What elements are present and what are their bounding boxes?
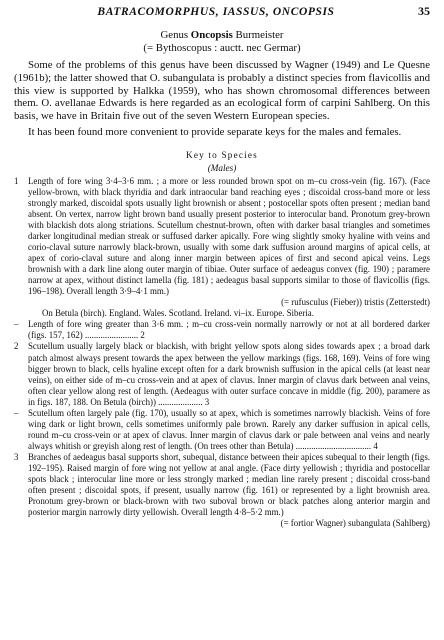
couplet-1	[14, 176, 430, 320]
genus-author: Burmeister	[235, 29, 284, 41]
couplet-number: 1	[14, 175, 19, 186]
couplet-result: (= rufusculus (Fieber)) tristis (Zetterstedt)	[281, 297, 430, 308]
running-title: BATRACOMORPHUS, IASSUS, ONCOPSIS	[97, 6, 335, 18]
couplet-lead: 2	[140, 330, 145, 341]
couplet-2-alt: – Scutellum often largely pale (fig. 170), usually so at apex, which is sometimes narrowly blackish. Veins of fore wing dark or light brown, cells sometimes uniformly pale brown. Rarely any darker suffusion in apical cells, round m–cu cross-vein or at apex of clavus. Inner margin of clavus dark or pale between anal veins and nearly always whitish or greyish along rest of length. (On trees other than Betula) .................................. 4	[14, 407, 430, 451]
couplet-1-alt: – Length of fore wing greater than 3·6 mm. ; m–cu cross-vein normally narrowly or not at all bordered darker (figs. 157, 162) ........................ 2	[14, 319, 430, 341]
genus-prefix: Genus	[160, 29, 189, 41]
key-couplets	[14, 176, 430, 530]
genus-heading	[14, 29, 430, 42]
key-subheading: (Males)	[207, 162, 237, 173]
couplet-lead: 3	[204, 396, 210, 407]
couplet-text: Branches of aedeagus basal supports short, subequal, distance between their apices subequal to their length (figs. 192–195). Raised margin of fore wing not yellow at anal angle. (Face dirty yellowish ; thyridia and postocellar spots black ; interocular line more or less strongly marked ; median line rarely present ; discoidal cross-band often present ; discoidal spots, if present, usually narrow (fig. 161) or represented by a light brownish area. Pronotum grey-brown or black-brown with two suboval brown or black patches along anterior margin and posterior margin narrowly dirty yellowish. Overall length 4·8–5·2 mm.)	[28, 451, 430, 518]
couplet-result: (= fortior Wagner) subangulata (Sahlberg)	[280, 518, 430, 529]
couplet-text: Length of fore wing 3·4–3·6 mm. ; a more or less rounded brown spot on m–cu cross-vein (fig. 167). (Face yellow-brown, with black thyridia and dark intraocular band reaching eyes ; discoidal cross-band more or less strongly marked, discoidal spots usually light brownish or absent ; postocellar spots often present ; median band absent. On vertex, narrow light brown band usually present posterior to interocular band. Pronotum grey-brown with blackish dots along striations. Scutellum chestnut-brown, often with darker basal triangles and sometimes darker longitudinal median streak or suffused darker apically. Fore wing slightly smoky hyaline with veins and corio-claval suture narrowly black-brown, usually with some dark suffusion around margins of apical cells, at apex of corio-claval suture and along inner margin between apices of first and second apical veins. Legs brownish with a dark line along outer margin of tibiae. Outer surface of aedeagus convex (fig. 190) ; paramere narrow at apex, without distinct lamella (fig. 181) ; aedeagus basal supports similar to those of flavicollis (figs. 196–198). Overall length 3·9–4·1 mm.)	[28, 175, 430, 297]
couplet-number: 2	[14, 341, 19, 352]
couplet-locality: On Betula (birch). England. Wales. Scotland. Ireland. vi–ix. Europe. Siberia.	[42, 308, 314, 319]
genus-synonym: (= Bythoscopus : auctt. nec Germar)	[143, 42, 301, 54]
couplet-text: Length of fore wing greater than 3·6 mm. ; m–cu cross-vein normally narrowly or not at all bordered darker (figs. 157, 162)	[28, 319, 430, 341]
couplet-number: –	[14, 407, 19, 418]
keys-paragraph: It has been found more convenient to provide separate keys for the males and females.	[28, 125, 402, 138]
couplet-number: 3	[14, 451, 19, 462]
key-heading: Key to Species	[186, 149, 258, 160]
page-number: 35	[418, 4, 430, 18]
couplet-3	[14, 452, 430, 529]
couplet-2: 2 Scutellum usually largely black or blackish, with bright yellow spots along sides towards apex ; a broad dark patch almost always present towards the apex between the yellow markings (figs. 168, 169). Veins of fore wing bigger brown to black, cells hyaline except often for a dark brownish suffusion in the apical cells (at least near veins), on either side of m–cu cross-vein and at apex of clavus. Inner margin of clavus dark between anal veins, often clear yellow along rest of length. (Aedeagus with outer surface concave in middle (fig. 200), paramere as in figs. 187, 188. On Betula (birch)) .................... 3	[14, 341, 430, 407]
intro-paragraph: Some of the problems of this genus have been discussed by Wagner (1949) and Le Quesne (1961b); the latter showed that O. subangulata is probably a distinct species from flavicollis and this view is supported by Halkka (1959), who has shown chromosomal differences between them. O. avellanae Edwards is here regarded as an ecological form of carpini Sahlberg. On this basis, we have in Britain five out of the seven Western European species.	[14, 59, 430, 123]
running-header	[14, 0, 430, 24]
couplet-text: Scutellum usually largely black or blackish, with bright yellow spots along sides towards apex ; a broad dark patch almost always present towards the apex between the yellow markings (figs. 168, 169). Veins of fore wing bigger brown to black, cells hyaline except often for a dark brownish suffusion in the apical cells (at least near veins), on either side of m–cu cross-vein and at apex of clavus. Inner margin of clavus dark between anal veins, often clear yellow along rest of length. (Aedeagus with outer surface concave in middle (fig. 200), paramere as in figs. 187, 188. On Betula (birch))	[28, 341, 430, 407]
genus-name: Oncopsis	[190, 29, 233, 41]
couplet-text: Scutellum often largely pale (fig. 170), usually so at apex, which is sometimes narrowly blackish. Veins of fore wing dark or light brown, cells sometimes uniformly pale brown. Rarely any darker suffusion in apical cells, round m–cu cross-vein or at apex of clavus. Inner margin of clavus dark or pale between anal veins and nearly always whitish or greyish along rest of length. (On trees other than Betula)	[28, 407, 430, 451]
couplet-lead: 4	[373, 440, 378, 451]
couplet-number: –	[14, 319, 19, 330]
